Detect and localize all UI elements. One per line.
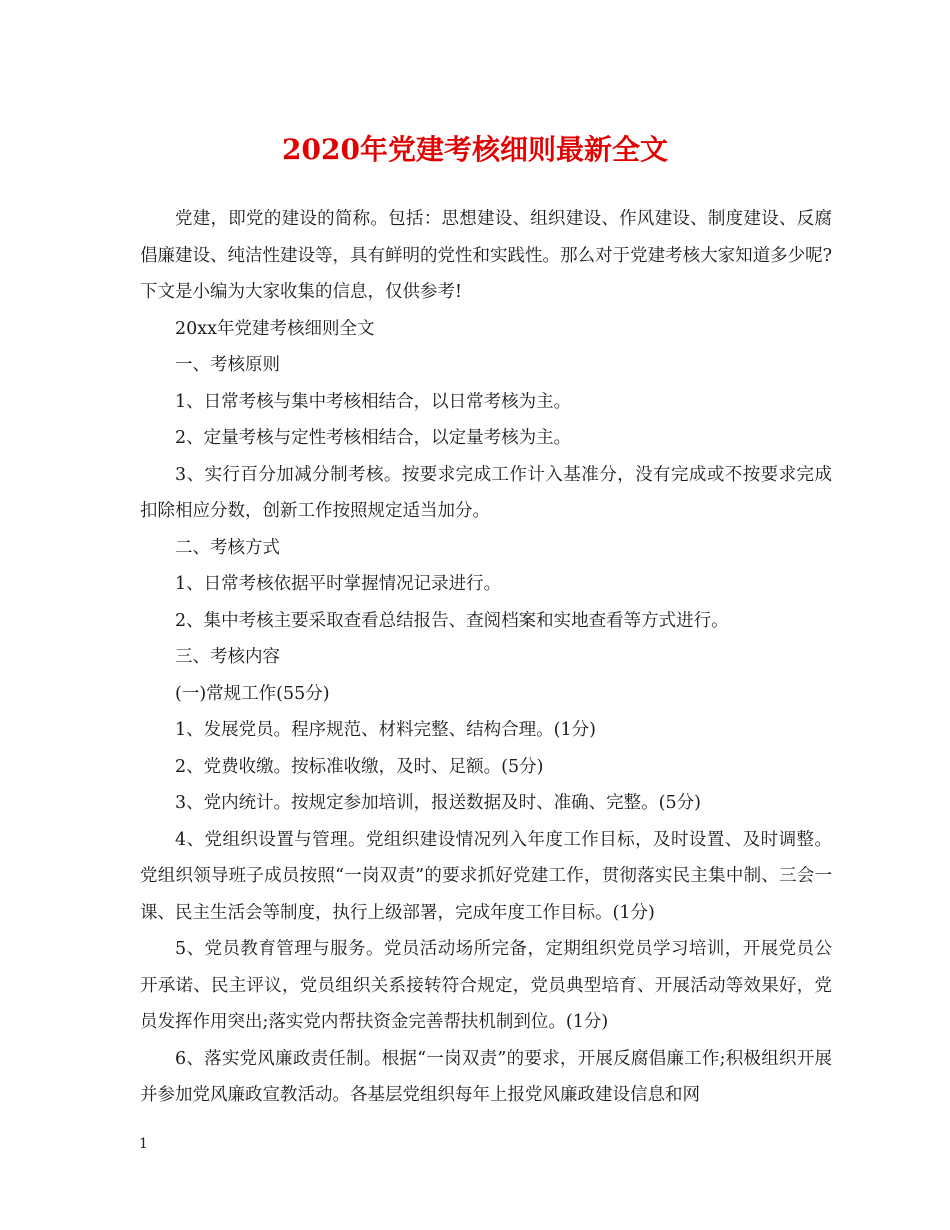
paragraph: 2、集中考核主要采取查看总结报告、查阅档案和实地查看等方式进行。 xyxy=(175,610,729,631)
paragraph: 1、日常考核与集中考核相结合，以日常考核为主。 xyxy=(175,391,572,412)
section-heading: 三、考核内容 xyxy=(175,647,280,667)
subsection-heading: (一)常规工作(55分) xyxy=(175,683,330,704)
section-heading: 二、考核方式 xyxy=(175,537,280,558)
page-number: 1 xyxy=(139,1136,148,1152)
paragraph: 2、党费收缴。按标准收缴，及时、足额。(5分) xyxy=(175,756,544,777)
paragraph: 党建，即党的建设的简称。包括：思想建设、组织建设、作风建设、制度建设、反腐倡廉建设、纯洁性建设等，具有鲜明的党性和实践性。那么对于党建考核大家知道多少呢?下文是小编为大家收集的信息，仅供参考! xyxy=(140,209,832,302)
paragraph: 1、发展党员。程序规范、材料完整、结构合理。(1分) xyxy=(175,720,596,740)
document-body xyxy=(140,201,832,1114)
paragraph: 3、实行百分加减分制考核。按要求完成工作计入基准分，没有完成或不按要求完成扣除相应分数，创新工作按照规定适当加分。 xyxy=(140,464,832,521)
paragraph: 6、落实党风廉政责任制。根据“一岗双责”的要求，开展反腐倡廉工作;积极组织开展并参加党风廉政宣教活动。各基层党组织每年上报党风廉政建设信息和网 xyxy=(140,1048,832,1105)
paragraph: 4、党组织设置与管理。党组织建设情况列入年度工作目标，及时设置、及时调整。党组织领导班子成员按照“一岗双责”的要求抓好党建工作，贯彻落实民主集中制、三会一课、民主生活会等制度，执行上级部署，完成年度工作目标。(1分) xyxy=(140,829,832,923)
paragraph: 2、定量考核与定性考核相结合，以定量考核为主。 xyxy=(175,428,572,448)
paragraph: 20xx年党建考核细则全文 xyxy=(175,318,375,339)
section-heading: 一、考核原则 xyxy=(175,355,280,375)
paragraph: 5、党员教育管理与服务。党员活动场所完备，定期组织党员学习培训，开展党员公开承诺、民主评议，党员组织关系接转符合规定，党员典型培育、开展活动等效果好，党员发挥作用突出;落实党内帮扶资金完善帮扶机制到位。(1分) xyxy=(140,939,832,1032)
paragraph: 1、日常考核依据平时掌握情况记录进行。 xyxy=(175,574,502,594)
paragraph: 3、党内统计。按规定参加培训，报送数据及时、准确、完整。(5分) xyxy=(175,793,701,813)
document-title: 2020年党建考核细则最新全文 xyxy=(282,133,668,166)
